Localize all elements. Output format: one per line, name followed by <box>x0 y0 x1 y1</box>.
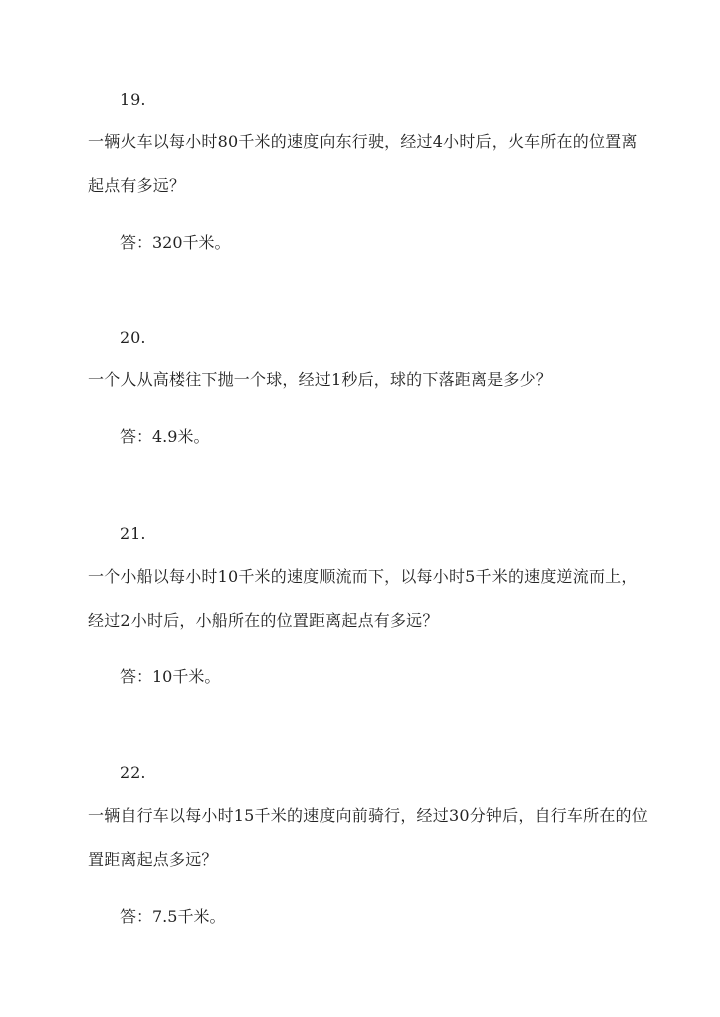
question-text: 一个小船以每小时10千米的速度顺流而下，以每小时5千米的速度逆流而上，经过2小时后，小船所在的位置距离起点有多远？ <box>88 567 638 630</box>
answer-text: 答：10千米。 <box>120 667 221 686</box>
question-text: 一辆自行车以每小时15千米的速度向前骑行，经过30分钟后，自行车所在的位置距离起点多远？ <box>88 806 648 869</box>
question-number: 21. <box>120 524 146 543</box>
question-text: 一个人从高楼往下抛一个球，经过1秒后，球的下落距离是多少？ <box>88 370 552 389</box>
answer-text: 答：320千米。 <box>120 233 231 252</box>
question-number: 19. <box>120 90 146 109</box>
question-text: 一辆火车以每小时80千米的速度向东行驶，经过4小时后，火车所在的位置离起点有多远？ <box>88 132 638 195</box>
answer-text: 答：4.9米。 <box>120 427 210 446</box>
question-number: 22. <box>120 763 146 782</box>
answer-text: 答：7.5千米。 <box>120 907 226 926</box>
question-number: 20. <box>120 328 146 347</box>
